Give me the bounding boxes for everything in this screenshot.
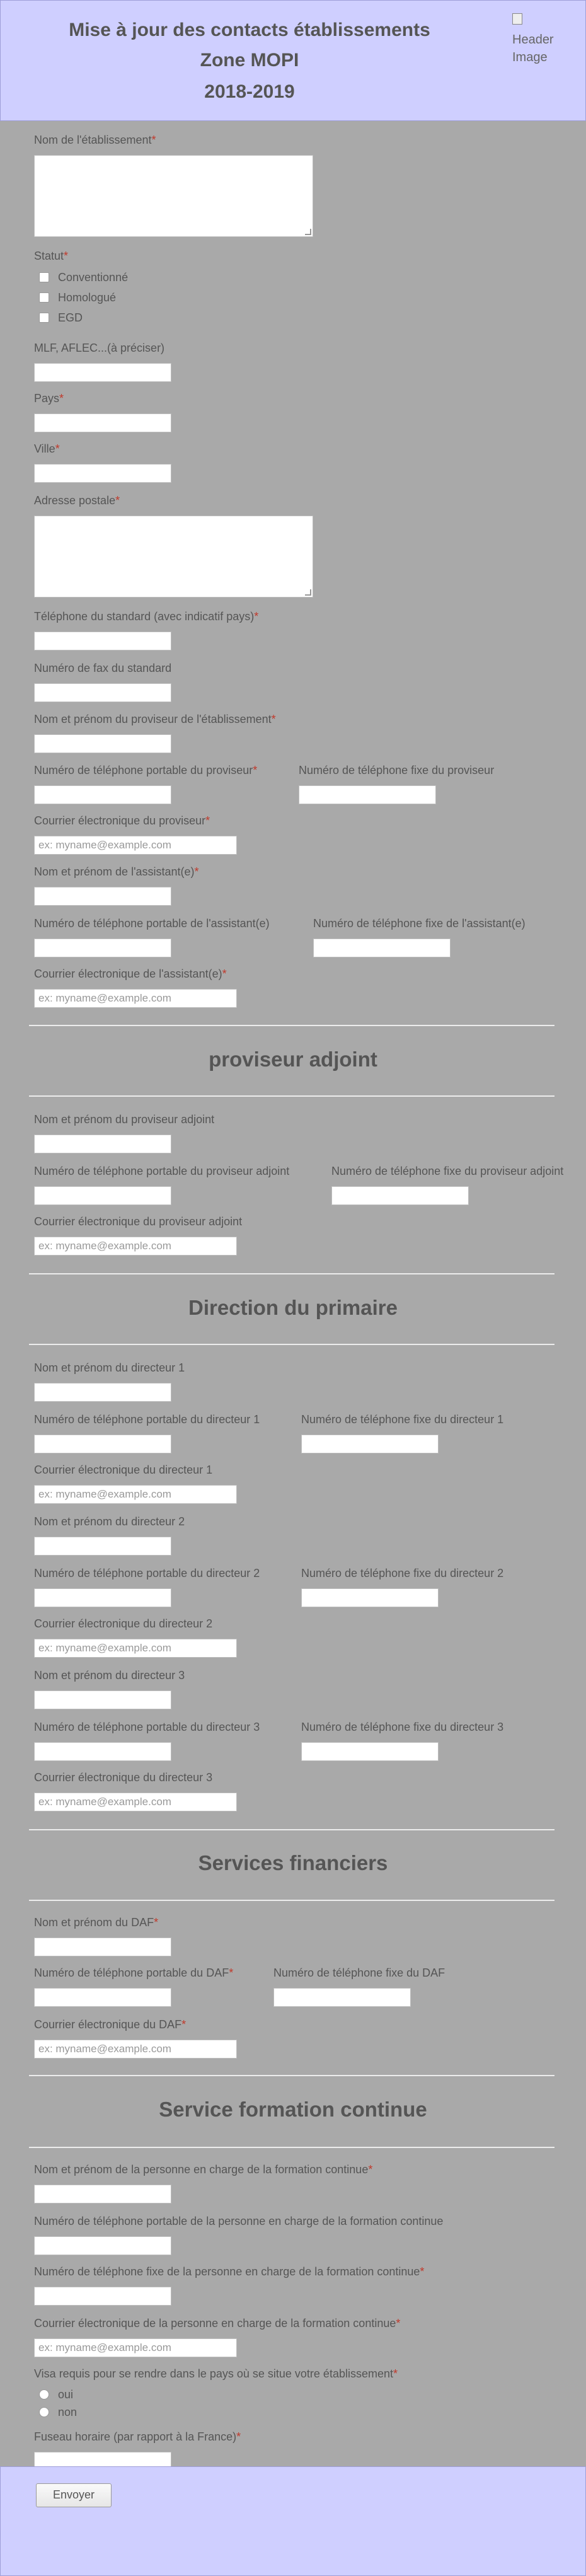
section-divider: [29, 1829, 554, 1830]
fc-email-input[interactable]: ex: myname@example.com: [34, 2338, 237, 2357]
etab-name-textarea[interactable]: [34, 155, 313, 237]
dir3-nom-input[interactable]: [34, 1690, 171, 1709]
label-assistant-portable: Numéro de téléphone portable de l'assistant(e): [34, 917, 270, 930]
label-dir3-portable: Numéro de téléphone portable du directeur 3: [34, 1721, 260, 1733]
dir3-fixe-input[interactable]: [301, 1742, 439, 1761]
pays-input[interactable]: [34, 413, 171, 432]
dir1-fixe-input[interactable]: [301, 1435, 439, 1453]
label-dir1-email: Courrier électronique du directeur 1: [34, 1464, 213, 1476]
label-daf-fixe: Numéro de téléphone fixe du DAF: [273, 1967, 445, 1979]
section-divider: [29, 1025, 554, 1026]
mlf-input[interactable]: [34, 363, 171, 382]
section-divider: [29, 2147, 554, 2148]
label-proviseur-email: Courrier électronique du proviseur*: [34, 814, 210, 827]
section-title-formation: Service formation continue: [159, 2098, 427, 2121]
label-assistant-email: Courrier électronique de l'assistant(e)*: [34, 967, 227, 980]
header-image-alt: Header Image: [512, 33, 554, 64]
label-adjoint-fixe: Numéro de téléphone fixe du proviseur adjoint: [331, 1165, 564, 1177]
dir1-portable-input[interactable]: [34, 1435, 171, 1453]
form-title-line1: Mise à jour des contacts établissements: [69, 20, 430, 40]
label-fc-email: Courrier électronique de la personne en charge de la formation continue*: [34, 2317, 401, 2330]
section-divider: [29, 1344, 554, 1345]
label-dir2-fixe: Numéro de téléphone fixe du directeur 2: [301, 1567, 504, 1580]
section-divider: [29, 1095, 554, 1097]
label-ville: Ville*: [34, 442, 60, 455]
label-adresse: Adresse postale*: [34, 494, 120, 507]
dir2-email-input[interactable]: ex: myname@example.com: [34, 1639, 237, 1658]
section-divider: [29, 1273, 554, 1274]
proviseur-fixe-input[interactable]: [299, 785, 436, 804]
section-divider: [29, 1900, 554, 1901]
statut-checkbox-conventionne[interactable]: [39, 272, 49, 282]
label-visa: Visa requis pour se rendre dans le pays où se situe votre établissement*: [34, 2367, 398, 2380]
label-dir3-email: Courrier électronique du directeur 3: [34, 1771, 213, 1784]
form-header: [0, 0, 586, 121]
label-adjoint-email: Courrier électronique du proviseur adjoint: [34, 1215, 243, 1228]
assistant-nom-input[interactable]: [34, 887, 171, 906]
label-adjoint-nom: Nom et prénom du proviseur adjoint: [34, 1113, 215, 1126]
adjoint-nom-input[interactable]: [34, 1135, 171, 1153]
label-adjoint-portable: Numéro de téléphone portable du proviseur adjoint: [34, 1165, 290, 1177]
label-dir1-portable: Numéro de téléphone portable du directeur 1: [34, 1413, 260, 1426]
assistant-fixe-input[interactable]: [313, 939, 451, 957]
fc-portable-input[interactable]: [34, 2236, 171, 2255]
fc-nom-input[interactable]: [34, 2185, 171, 2203]
dir2-portable-input[interactable]: [34, 1588, 171, 1607]
dir1-nom-input[interactable]: [34, 1383, 171, 1402]
daf-portable-input[interactable]: [34, 1988, 171, 2007]
section-title-financiers: Services financiers: [198, 1851, 388, 1874]
daf-email-input[interactable]: ex: myname@example.com: [34, 2040, 237, 2059]
broken-image-icon: [512, 13, 522, 25]
form-footer: [0, 2466, 586, 2576]
label-mlf: MLF, AFLEC...(à préciser): [34, 342, 165, 354]
statut-option-label: Homologué: [58, 291, 117, 304]
label-fuseau: Fuseau horaire (par rapport à la France)*: [34, 2430, 241, 2443]
label-pays: Pays*: [34, 392, 64, 405]
submit-button[interactable]: Envoyer: [36, 2483, 112, 2507]
label-fc-fixe: Numéro de téléphone fixe de la personne en charge de la formation continue*: [34, 2265, 425, 2278]
label-tel-standard: Téléphone du standard (avec indicatif pays)*: [34, 610, 259, 623]
label-fax-standard: Numéro de fax du standard: [34, 662, 172, 674]
visa-radio-non[interactable]: [39, 2407, 49, 2417]
dir2-fixe-input[interactable]: [301, 1588, 439, 1607]
form-title-line2: Zone MOPI: [200, 50, 299, 71]
label-dir1-nom: Nom et prénom du directeur 1: [34, 1361, 185, 1374]
adresse-textarea[interactable]: [34, 516, 313, 598]
statut-option-label: Conventionné: [58, 271, 129, 284]
ville-input[interactable]: [34, 464, 171, 483]
label-dir3-fixe: Numéro de téléphone fixe du directeur 3: [301, 1721, 504, 1733]
tel-standard-input[interactable]: [34, 632, 171, 650]
label-daf-email: Courrier électronique du DAF*: [34, 2018, 187, 2031]
label-etab-name: Nom de l'établissement*: [34, 134, 156, 146]
label-proviseur-fixe: Numéro de téléphone fixe du proviseur: [299, 764, 495, 777]
dir3-email-input[interactable]: ex: myname@example.com: [34, 1793, 237, 1811]
statut-option-label: EGD: [58, 311, 83, 324]
label-dir2-email: Courrier électronique du directeur 2: [34, 1617, 213, 1630]
header-image: [512, 13, 563, 66]
label-statut: Statut*: [34, 250, 69, 262]
form-title-line3: 2018-2019: [204, 81, 295, 102]
proviseur-portable-input[interactable]: [34, 785, 171, 804]
visa-option-label: oui: [58, 2388, 74, 2401]
label-fc-nom: Nom et prénom de la personne en charge de la formation continue*: [34, 2163, 373, 2176]
fax-standard-input[interactable]: [34, 683, 171, 702]
label-proviseur-nom: Nom et prénom du proviseur de l'établissement*: [34, 713, 276, 725]
label-assistant-fixe: Numéro de téléphone fixe de l'assistant(e): [313, 917, 526, 930]
daf-fixe-input[interactable]: [273, 1988, 411, 2007]
section-title-adjoint: proviseur adjoint: [209, 1048, 377, 1071]
section-title-primaire: Direction du primaire: [188, 1296, 398, 1319]
dir2-nom-input[interactable]: [34, 1537, 171, 1556]
label-proviseur-portable: Numéro de téléphone portable du proviseur*: [34, 764, 258, 777]
fc-fixe-input[interactable]: [34, 2287, 171, 2306]
assistant-email-input[interactable]: ex: myname@example.com: [34, 989, 237, 1008]
label-daf-nom: Nom et prénom du DAF*: [34, 1916, 159, 1929]
dir1-email-input[interactable]: ex: myname@example.com: [34, 1485, 237, 1504]
label-dir2-nom: Nom et prénom du directeur 2: [34, 1515, 185, 1528]
adjoint-email-input[interactable]: ex: myname@example.com: [34, 1237, 237, 1256]
label-dir3-nom: Nom et prénom du directeur 3: [34, 1669, 185, 1682]
label-fc-portable: Numéro de téléphone portable de la personne en charge de la formation continue: [34, 2215, 444, 2227]
statut-checkbox-homologue[interactable]: [39, 292, 49, 303]
label-dir1-fixe: Numéro de téléphone fixe du directeur 1: [301, 1413, 504, 1426]
adjoint-portable-input[interactable]: [34, 1186, 171, 1205]
proviseur-nom-input[interactable]: [34, 734, 171, 753]
section-divider: [29, 2075, 554, 2076]
statut-checkbox-egd[interactable]: [39, 313, 49, 323]
label-daf-portable: Numéro de téléphone portable du DAF*: [34, 1967, 234, 1979]
adjoint-fixe-input[interactable]: [331, 1186, 469, 1205]
visa-radio-oui[interactable]: [39, 2389, 49, 2400]
label-dir2-portable: Numéro de téléphone portable du directeur 2: [34, 1567, 260, 1580]
label-assistant-nom: Nom et prénom de l'assistant(e)*: [34, 865, 199, 878]
dir3-portable-input[interactable]: [34, 1742, 171, 1761]
proviseur-email-input[interactable]: ex: myname@example.com: [34, 836, 237, 855]
visa-option-label: non: [58, 2406, 78, 2418]
assistant-portable-input[interactable]: [34, 939, 171, 957]
daf-nom-input[interactable]: [34, 1938, 171, 1956]
